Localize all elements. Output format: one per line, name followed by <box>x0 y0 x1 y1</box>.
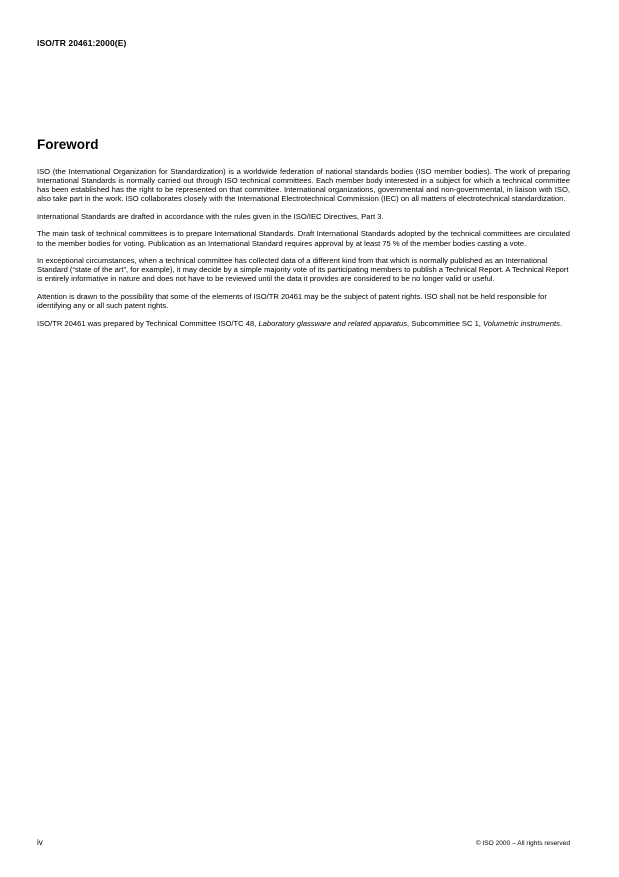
prepared-by-text-2: , Subcommittee SC 1, <box>407 318 484 328</box>
paragraph-iso-intro: ISO (the International Organization for Standardization) is a worldwide federation of national standards bodies (ISO member bodies). The work of preparing International Standards is normally carried out through ISO technical committees. Each member body interested in a subject for which a technical committee has been established has the right to be represented on that committee. International organizations, governmental and non-governmental, in liaison with ISO, also take part in the work. ISO collaborates closely with the International Electrotechnical Commission (IEC) on all matters of electrotechnical standardization. <box>37 167 570 204</box>
foreword-body <box>37 167 570 336</box>
committee-title: Laboratory glassware and related apparatus <box>258 318 408 328</box>
paragraph-prepared-by <box>37 319 570 328</box>
paragraph-directives: International Standards are drafted in accordance with the rules given in the ISO/IEC Directives, Part 3. <box>37 211 384 221</box>
paragraph-exceptional: In exceptional circumstances, when a technical committee has collected data of a different kind from that which is normally published as an International Standard (“state of the art”, for example), it may decide by a simple majority vote of its participating members to publish a Technical Report. A Technical Report is entirely informative in nature and does not have to be reviewed until the data it provides are considered to be no longer valid or useful. <box>37 256 569 284</box>
subcommittee-title: Volumetric instruments <box>483 318 560 328</box>
copyright-notice: © ISO 2000 – All rights reserved <box>475 840 570 847</box>
paragraph-patent: Attention is drawn to the possibility that some of the elements of ISO/TR 20461 may be the subject of patent rights. ISO shall not be held responsible for identifying any or all such patent rights. <box>37 291 547 311</box>
page-number: iv <box>37 838 43 847</box>
paragraph-main-task: The main task of technical committees is to prepare International Standards. Draft International Standards adopted by the technical committees are circulated to the member bodies for voting. Publication as an International Standard requires approval by at least 75 % of the member bodies casting a vote. <box>37 229 570 248</box>
page-title: Foreword <box>37 137 99 152</box>
prepared-by-period: . <box>559 318 563 328</box>
document-reference: ISO/TR 20461:2000(E) <box>37 38 127 48</box>
prepared-by-text: ISO/TR 20461 was prepared by Technical Committee ISO/TC 48, <box>37 318 259 328</box>
